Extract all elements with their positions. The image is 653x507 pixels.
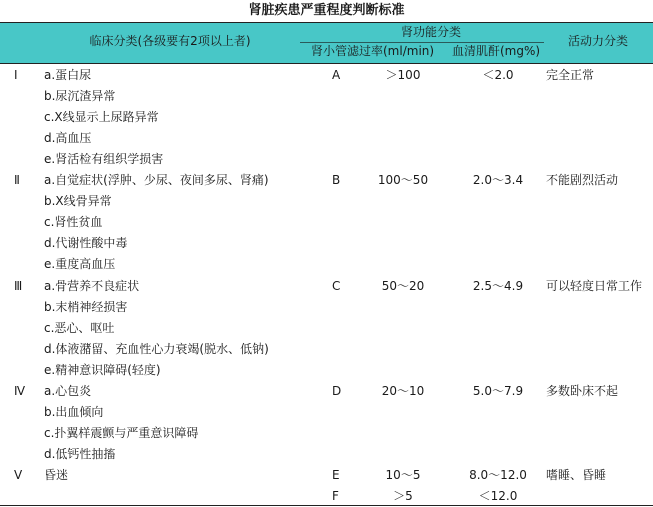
header-bottom-rule bbox=[0, 63, 653, 64]
bottom-rule bbox=[0, 505, 653, 506]
cell-clinical-item: d.高血压 bbox=[44, 131, 92, 146]
cell-clinical-item: a.骨营养不良症状 bbox=[44, 278, 140, 293]
cell-clinical-item: a.蛋白尿 bbox=[44, 68, 92, 82]
cell-renal-level: E bbox=[332, 467, 340, 482]
cell-clinical-item: a.自觉症状(浮肿、少尿、夜间多尿、肾痛) bbox=[44, 173, 269, 188]
cell-clinical-item: e.精神意识障碍(轻度) bbox=[44, 362, 161, 377]
table-row bbox=[0, 215, 653, 233]
cell-grade: Ⅲ bbox=[14, 278, 23, 293]
cell-grade: Ⅳ bbox=[14, 383, 26, 398]
cell-clinical-item: b.X线骨异常 bbox=[44, 194, 112, 209]
cell-clinical-item: d.体液潴留、充血性心力衰竭(脱水、低钠) bbox=[44, 341, 269, 356]
table-row bbox=[0, 131, 653, 149]
cell-clinical-item: d.代谢性酸中毒 bbox=[44, 236, 128, 251]
table-row bbox=[0, 447, 653, 465]
cell-grade: Ⅱ bbox=[14, 173, 20, 188]
cell-activity: 嗜睡、昏睡 bbox=[546, 467, 607, 482]
cell-activity: 多数卧床不起 bbox=[546, 383, 619, 398]
cell-creatinine: 2.5～4.9 bbox=[472, 278, 524, 293]
cell-gfr: ＞5 bbox=[393, 489, 413, 503]
table-row bbox=[0, 194, 653, 212]
table-row bbox=[0, 468, 653, 486]
header-activity: 活动力分类 bbox=[567, 34, 628, 48]
table-row bbox=[0, 152, 653, 170]
header-gfr: 肾小管滤过率(ml/min) bbox=[311, 44, 435, 58]
cell-creatinine: 8.0～12.0 bbox=[469, 467, 527, 482]
cell-clinical-item: c.恶心、呕吐 bbox=[44, 320, 115, 335]
cell-clinical-item: b.尿沉渣异常 bbox=[44, 89, 116, 104]
cell-creatinine: 5.0～7.9 bbox=[472, 383, 524, 398]
table-row bbox=[0, 363, 653, 381]
table-row bbox=[0, 257, 653, 275]
table-row bbox=[0, 384, 653, 402]
cell-clinical-item: a.心包炎 bbox=[44, 383, 92, 398]
cell-clinical-item: c.扑翼样震颤与严重意识障碍 bbox=[44, 425, 199, 440]
table-row bbox=[0, 279, 653, 297]
table-row bbox=[0, 426, 653, 444]
header-clinical: 临床分类(各级要有2项以上者) bbox=[89, 34, 251, 48]
cell-creatinine: ＜2.0 bbox=[482, 68, 514, 82]
cell-renal-level: F bbox=[332, 489, 339, 503]
table-header bbox=[0, 23, 653, 64]
cell-activity: 可以轻度日常工作 bbox=[546, 278, 643, 293]
table-row bbox=[0, 89, 653, 107]
cell-clinical-item: e.肾活检有组织学损害 bbox=[44, 152, 164, 167]
cell-clinical-item: c.肾性贫血 bbox=[44, 215, 103, 230]
cell-clinical-item: e.重度高血压 bbox=[44, 257, 116, 272]
cell-activity: 完全正常 bbox=[546, 68, 595, 82]
cell-renal-level: C bbox=[332, 278, 341, 293]
cell-gfr: 50～20 bbox=[381, 278, 425, 293]
cell-renal-level: B bbox=[332, 173, 341, 188]
cell-clinical-item: 昏迷 bbox=[44, 467, 69, 482]
cell-gfr: 20～10 bbox=[381, 383, 425, 398]
table-title: 肾脏疾患严重程度判断标准 bbox=[248, 3, 405, 18]
cell-creatinine: 2.0～3.4 bbox=[472, 173, 524, 188]
cell-clinical-item: d.低钙性抽搐 bbox=[44, 446, 116, 461]
cell-clinical-item: c.X线显示上尿路异常 bbox=[44, 110, 159, 125]
table-row bbox=[0, 173, 653, 191]
table-row bbox=[0, 68, 653, 86]
table-row bbox=[0, 236, 653, 254]
cell-clinical-item: b.出血倾向 bbox=[44, 404, 104, 419]
cell-gfr: 100～50 bbox=[377, 173, 429, 188]
cell-renal-level: D bbox=[332, 383, 342, 398]
table-row bbox=[0, 321, 653, 339]
cell-clinical-item: b.末梢神经损害 bbox=[44, 299, 128, 314]
table-row bbox=[0, 300, 653, 318]
table-row bbox=[0, 342, 653, 360]
table-row bbox=[0, 110, 653, 128]
table-row bbox=[0, 405, 653, 423]
header-renal: 肾功能分类 bbox=[400, 25, 461, 39]
cell-creatinine: ＜12.0 bbox=[478, 489, 518, 503]
cell-gfr: 10～5 bbox=[385, 467, 421, 482]
cell-renal-level: A bbox=[332, 68, 341, 82]
header-creatinine: 血清肌酐(mg%) bbox=[452, 44, 541, 58]
header-subrule bbox=[300, 42, 544, 43]
cell-grade: Ⅰ bbox=[14, 68, 18, 82]
cell-activity: 不能剧烈活动 bbox=[546, 173, 619, 188]
cell-grade: Ⅴ bbox=[14, 467, 23, 482]
cell-gfr: ＞100 bbox=[385, 68, 421, 82]
